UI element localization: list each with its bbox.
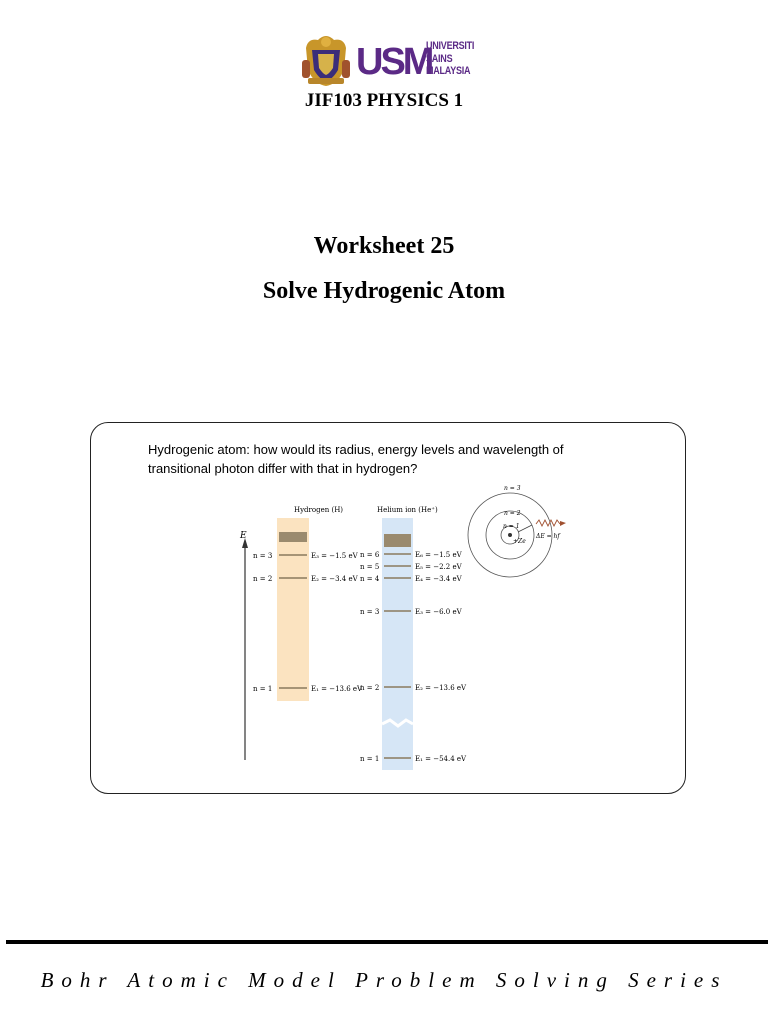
nucleus-icon [508, 533, 512, 537]
nucleus-label: +Ze [513, 538, 526, 545]
bohr-orbit-diagram [468, 485, 566, 577]
helium-continuum [384, 534, 411, 547]
photon-label: ΔE = hf [536, 533, 560, 540]
orbit-n1-label: n = 1 [503, 523, 520, 530]
logo-wordmark [426, 40, 474, 78]
he-level-n2: n = 2 [360, 684, 380, 692]
he-energy-4: E₄ = −3.4 eV [415, 575, 462, 583]
question-text: Hydrogenic atom: how would its radius, energy levels and wavelength of transitional photon differ with that in hydrogen? [148, 442, 564, 476]
worksheet-title: Worksheet 25 [313, 233, 455, 259]
series-footer: Bohr Atomic Model Problem Solving Series [40, 968, 728, 992]
he-level-n5: n = 5 [360, 563, 380, 571]
orbit-n3-label: n = 3 [504, 485, 521, 492]
logo-line-1: UNIVERSITI [426, 40, 475, 52]
photon-wave-icon [536, 520, 560, 526]
he-level-n1: n = 1 [360, 755, 380, 763]
he-energy-1: E₁ = −54.4 eV [415, 755, 467, 763]
helium-title: Helium ion (He⁺) [377, 506, 438, 514]
helium-band [382, 518, 413, 770]
he-level-n6: n = 6 [360, 551, 380, 559]
worksheet-subtitle: Solve Hydrogenic Atom [262, 278, 506, 304]
hydrogen-title: Hydrogen (H) [294, 506, 344, 514]
he-energy-5: E₅ = −2.2 eV [415, 563, 462, 571]
he-energy-3: E₃ = −6.0 eV [415, 608, 462, 616]
h-level-n1: n = 1 [253, 685, 273, 693]
axis-label: E [240, 531, 247, 541]
he-level-n3: n = 3 [360, 608, 380, 616]
h-level-n2: n = 2 [253, 575, 273, 583]
h-level-n3: n = 3 [253, 552, 273, 560]
he-level-n4: n = 4 [360, 575, 380, 583]
he-energy-2: E₂ = −13.6 eV [415, 684, 467, 692]
he-energy-6: E₆ = −1.5 eV [415, 551, 462, 559]
h-energy-1: E₁ = −13.6 eV [311, 685, 363, 693]
h-energy-3: E₃ = −1.5 eV [311, 552, 358, 560]
svg-text:USM: USM [356, 41, 432, 83]
logo-line-2: SAINS [426, 52, 453, 65]
hydrogen-continuum [279, 532, 307, 542]
course-code: JIF103 PHYSICS 1 [304, 90, 464, 111]
transition-arrow-icon [518, 525, 532, 532]
energy-level-diagram [230, 480, 580, 775]
hydrogen-band [277, 518, 309, 701]
footer-divider [6, 940, 768, 944]
logo-line-3: MALAYSIA [426, 65, 471, 77]
h-energy-2: E₂ = −3.4 eV [311, 575, 358, 583]
orbit-n2-label: n = 2 [504, 510, 521, 517]
